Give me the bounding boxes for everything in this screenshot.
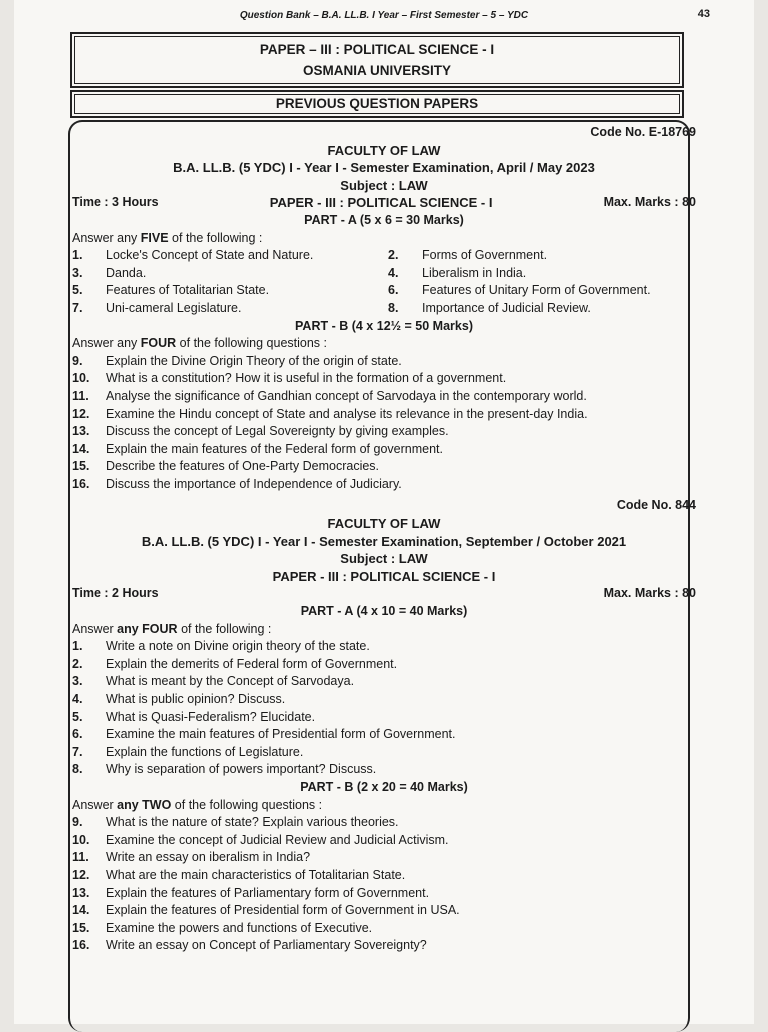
question-item — [72, 265, 388, 283]
paper-banner — [70, 32, 684, 88]
question-text: Liberalism in India. — [422, 265, 527, 280]
question-number: 5. — [72, 283, 83, 298]
question-text: What are the main characteristics of Totalitarian State. — [106, 867, 406, 882]
question-number: 6. — [72, 727, 83, 742]
question-number: 15. — [72, 459, 90, 474]
question-number: 1. — [72, 248, 83, 263]
question-text: Write an essay on iberalism in India? — [106, 850, 311, 865]
question-text: Importance of Judicial Review. — [422, 300, 591, 315]
question-number: 12. — [72, 867, 90, 882]
question-item — [72, 370, 694, 388]
question-number: 13. — [72, 424, 90, 439]
question-number: 10. — [72, 371, 90, 386]
question-text: Why is separation of powers important? Discuss. — [106, 762, 377, 777]
question-text: Describe the features of One-Party Democracies. — [106, 459, 380, 474]
question-text: Write an essay on Concept of Parliamentary Sovereignty? — [106, 938, 427, 953]
exam1-meta — [14, 194, 754, 212]
question-item — [72, 867, 694, 885]
question-number: 16. — [72, 476, 90, 491]
question-text: Features of Totalitarian State. — [106, 283, 270, 298]
question-item — [72, 832, 694, 850]
question-item — [72, 902, 694, 920]
question-text: Discuss the importance of Independence of Judiciary. — [106, 476, 402, 491]
question-number: 6. — [388, 283, 399, 298]
question-number: 5. — [72, 709, 83, 724]
question-number: 1. — [72, 639, 83, 654]
question-text: What is meant by the Concept of Sarvodaya. — [106, 674, 355, 689]
question-number: 12. — [72, 406, 90, 421]
exam1-partA-heading: PART - A (5 x 6 = 30 Marks) — [304, 212, 464, 227]
question-number: 13. — [72, 885, 90, 900]
question-item — [72, 458, 694, 476]
question-item — [72, 709, 694, 727]
question-item — [72, 441, 694, 459]
exam1-code: Code No. E-18769 — [590, 125, 696, 139]
exam1-paper: PAPER - III : POLITICAL SCIENCE - I — [269, 195, 493, 211]
question-item — [72, 744, 694, 762]
question-item — [72, 388, 694, 406]
question-item — [72, 691, 694, 709]
question-item — [72, 476, 694, 494]
question-text: Features of Unitary Form of Government. — [422, 283, 651, 298]
question-item — [72, 673, 694, 691]
question-number: 9. — [72, 353, 83, 368]
question-number: 14. — [72, 903, 90, 918]
exam2-subject: Subject : LAW — [340, 551, 428, 567]
question-text: Explain the features of Parliamentary form of Government. — [106, 885, 430, 900]
question-item — [388, 265, 704, 283]
question-item — [388, 282, 704, 300]
question-papers — [14, 124, 754, 955]
question-text: Write a note on Divine origin theory of the state. — [106, 639, 370, 654]
exam2-partA-heading: PART - A (4 x 10 = 40 Marks) — [300, 604, 468, 619]
question-text: Explain the features of Presidential form of Government in USA. — [106, 903, 460, 918]
question-item — [388, 247, 704, 265]
question-text: Analyse the significance of Gandhian concept of Sarvodaya in the contemporary world. — [106, 388, 587, 403]
exam2-partB-instruction: Answer any TWO of the following questions : — [72, 797, 323, 812]
exam2-partA-questions — [14, 638, 754, 779]
exam2-partB-questions — [14, 814, 754, 955]
exam2-meta — [14, 585, 754, 603]
exam1-time: Time : 3 Hours — [72, 195, 159, 210]
question-text: Uni-cameral Legislature. — [106, 300, 242, 315]
question-number: 2. — [388, 248, 399, 263]
question-item — [72, 282, 388, 300]
exam2-partB-heading: PART - B (2 x 20 = 40 Marks) — [300, 779, 468, 794]
question-item — [72, 885, 694, 903]
exam1-exam-title: B.A. LL.B. (5 YDC) I - Year I - Semester Examination, April / May 2023 — [173, 160, 595, 176]
question-text: Examine the concept of Judicial Review and Judicial Activism. — [106, 832, 449, 847]
page-number: 43 — [697, 8, 710, 20]
question-text: Explain the demerits of Federal form of Government. — [106, 656, 398, 671]
exam1-partA-questions — [14, 247, 754, 317]
question-number: 11. — [72, 388, 89, 403]
question-number: 15. — [72, 920, 90, 935]
exam2-partA-instruction: Answer any FOUR of the following : — [72, 621, 272, 636]
question-item — [72, 849, 694, 867]
question-text: Discuss the concept of Legal Sovereignty by giving examples. — [106, 424, 449, 439]
question-item — [72, 423, 694, 441]
question-text: What is Quasi-Federalism? Elucidate. — [106, 709, 316, 724]
section-banner — [70, 90, 684, 118]
exam2-faculty: FACULTY OF LAW — [327, 516, 441, 532]
question-item — [72, 406, 694, 424]
question-text: What is public opinion? Discuss. — [106, 692, 286, 706]
question-number: 11. — [72, 850, 89, 865]
exam1-faculty: FACULTY OF LAW — [327, 142, 441, 158]
question-item — [72, 761, 694, 779]
banner-university: OSMANIA UNIVERSITY — [302, 63, 451, 78]
question-number: 7. — [72, 744, 83, 759]
question-item — [72, 656, 694, 674]
exam2-max-marks: Max. Marks : 80 — [603, 586, 696, 601]
question-text: Explain the Divine Origin Theory of the origin of state. — [106, 353, 402, 368]
question-number: 2. — [72, 656, 83, 671]
question-item — [72, 300, 388, 318]
question-item — [72, 920, 694, 938]
question-text: Danda. — [106, 265, 147, 280]
question-number: 16. — [72, 938, 90, 953]
question-item — [72, 353, 694, 371]
question-text: Explain the functions of Legislature. — [106, 744, 304, 759]
question-number: 9. — [72, 815, 83, 830]
exam1-partA-instruction: Answer any FIVE of the following : — [72, 230, 263, 245]
question-number: 14. — [72, 441, 90, 456]
question-item — [72, 247, 388, 265]
question-number: 10. — [72, 832, 90, 847]
question-item — [72, 937, 694, 955]
exam1-partB-instruction: Answer any FOUR of the following questions : — [72, 336, 327, 351]
exam2-paper: PAPER - III : POLITICAL SCIENCE - I — [272, 568, 496, 584]
exam1-max-marks: Max. Marks : 80 — [603, 195, 696, 210]
question-item — [388, 300, 704, 318]
question-text: What is the nature of state? Explain various theories. — [106, 815, 399, 830]
question-text: Forms of Government. — [422, 248, 548, 263]
document-page — [14, 0, 754, 1024]
question-text: What is a constitution? How it is useful in the formation of a government. — [106, 371, 507, 386]
question-number: 7. — [72, 300, 83, 315]
question-item — [72, 814, 694, 832]
running-header: Question Bank – B.A. LL.B. I Year – First Semester – 5 – YDC — [239, 10, 529, 21]
exam2-code: Code No. 844 — [616, 498, 696, 513]
banner-section-title: PREVIOUS QUESTION PAPERS — [74, 94, 680, 114]
question-text: Examine the powers and functions of Executive. — [106, 920, 373, 935]
question-text: Examine the main features of Presidential form of Government. — [106, 727, 456, 742]
question-number: 3. — [72, 674, 83, 689]
exam1-subject: Subject : LAW — [340, 177, 428, 193]
question-item — [72, 726, 694, 744]
exam2-exam-title: B.A. LL.B. (5 YDC) I - Year I - Semester Examination, September / October 2021 — [141, 533, 627, 549]
question-number: 8. — [388, 300, 399, 315]
exam2-time: Time : 2 Hours — [72, 586, 159, 601]
question-text: Locke's Concept of State and Nature. — [106, 248, 314, 263]
exam1-partB-heading: PART - B (4 x 12½ = 50 Marks) — [295, 318, 473, 333]
question-number: 4. — [72, 692, 83, 706]
banner-paper-title: PAPER – III : POLITICAL SCIENCE - I — [259, 42, 495, 57]
question-item — [72, 638, 694, 656]
question-number: 3. — [72, 265, 83, 280]
exam1-partB-questions — [14, 353, 754, 494]
question-text: Explain the main features of the Federal form of government. — [106, 441, 443, 456]
question-text: Examine the Hindu concept of State and analyse its relevance in the present-day India. — [106, 406, 588, 421]
question-number: 4. — [388, 265, 399, 280]
question-number: 8. — [72, 762, 83, 777]
